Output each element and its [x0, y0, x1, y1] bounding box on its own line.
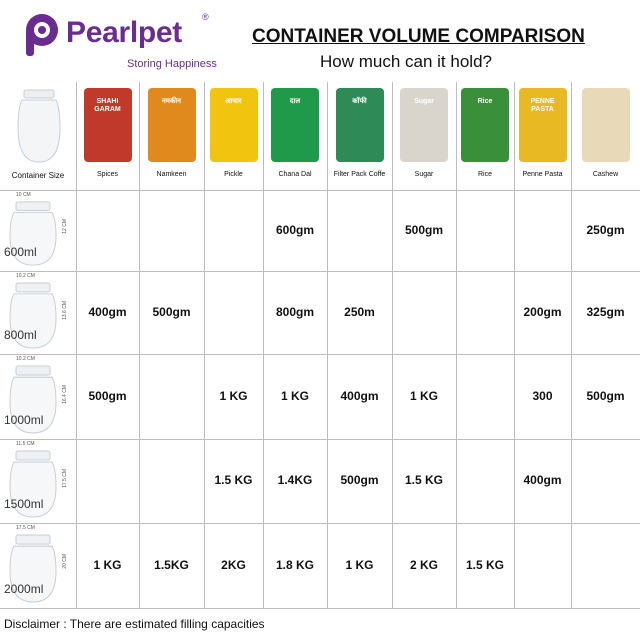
corner-cell: [0, 82, 76, 190]
capacity-value: 1 KG: [219, 388, 248, 403]
capacity-value: 600gm: [275, 222, 315, 237]
registered-mark: ®: [202, 12, 209, 22]
capacity-value: 250gm: [586, 222, 625, 237]
grid-horizontal-line: [0, 439, 640, 440]
header: [0, 0, 640, 82]
container-size-label: 800ml: [4, 328, 37, 342]
capacity-value: 1 KG: [345, 557, 374, 572]
product-pack-image: [210, 88, 258, 162]
corner-label: Container Size: [11, 171, 65, 180]
product-pack-text: नमकीन: [161, 98, 182, 105]
container-size-label: 600ml: [4, 245, 37, 259]
product-label: Filter Pack Coffe: [333, 171, 386, 178]
capacity-value: 500gm: [404, 222, 444, 237]
product-label: Pickle: [224, 171, 243, 178]
capacity-value: 300: [532, 388, 553, 403]
jar-height-dimension: 13.6 CM: [62, 301, 68, 320]
product-label: Namkeen: [156, 171, 187, 178]
capacity-value: 400gm: [340, 388, 379, 403]
capacity-value: 500gm: [586, 388, 625, 403]
capacity-value: 500gm: [88, 388, 127, 403]
container-size-label: 1500ml: [4, 497, 44, 511]
product-pack-image: [582, 88, 630, 162]
container-size-label: 1000ml: [4, 413, 44, 427]
product-pack-text: Sugar: [414, 98, 434, 105]
capacity-value: 1 KG: [93, 557, 122, 572]
jar-width-dimension: 10.2 CM: [16, 356, 35, 362]
product-pack-text: आचार: [225, 98, 242, 105]
jar-height-dimension: 12 CM: [62, 219, 68, 234]
product-pack-image: [84, 88, 132, 162]
jar-height-dimension: 17.5 CM: [62, 469, 68, 488]
product-label: Rice: [477, 171, 492, 178]
product-header-1: [76, 82, 139, 190]
product-label: Chana Dal: [278, 171, 312, 178]
capacity-value: 400gm: [523, 473, 562, 487]
pearlpet-logo: [22, 12, 217, 72]
size-cell-1500ml: [0, 439, 76, 523]
grid-horizontal-line: [0, 608, 640, 609]
product-pack-text: दाल: [289, 98, 301, 105]
product-header-5: [327, 82, 392, 190]
capacity-value: 1.8 KG: [275, 557, 314, 572]
product-label: Cashew: [592, 171, 619, 178]
container-size-label: 2000ml: [4, 582, 44, 596]
page-title: CONTAINER VOLUME COMPARISON: [252, 26, 585, 47]
jar-width-dimension: 10.2 CM: [16, 273, 35, 279]
capacity-value: 1.4KG: [277, 473, 313, 487]
product-pack-text: Rice: [477, 98, 493, 105]
jar-width-dimension: 17.5 CM: [16, 525, 35, 531]
product-header-9: [571, 82, 640, 190]
brand-tagline: Storing Happiness: [127, 58, 217, 70]
capacity-value: 1.5 KG: [404, 473, 443, 487]
capacity-value: 250m: [344, 304, 375, 319]
product-pack-text: कॉफी: [352, 98, 367, 105]
jar-height-dimension: 20 CM: [62, 554, 68, 569]
capacity-value: 800gm: [275, 304, 315, 319]
grid-horizontal-line: [0, 523, 640, 524]
capacity-value: 2 KG: [409, 557, 438, 572]
product-header-6: [392, 82, 456, 190]
product-header-7: [456, 82, 514, 190]
size-cell-2000ml: [0, 523, 76, 608]
product-pack-image: [519, 88, 567, 162]
capacity-value: 325gm: [586, 304, 625, 319]
jar-height-dimension: 16.4 CM: [62, 385, 68, 404]
container-jar-icon: [14, 88, 64, 166]
product-header-8: [514, 82, 571, 190]
size-cell-1000ml: [0, 354, 76, 439]
product-label: Penne Pasta: [522, 171, 563, 178]
capacity-value: 400gm: [88, 304, 127, 319]
page-subtitle: How much can it hold?: [320, 52, 492, 71]
size-cell-600ml: [0, 190, 76, 271]
capacity-value: 1.5 KG: [214, 473, 253, 487]
capacity-value: 1 KG: [280, 388, 309, 403]
product-pack-text: SHAHI GARAM: [94, 98, 121, 113]
product-pack-text: PENNE PASTA: [530, 98, 555, 113]
jar-width-dimension: 10 CM: [16, 192, 31, 198]
product-pack-image: [148, 88, 196, 162]
capacity-value: 1.5KG: [154, 557, 189, 572]
capacity-value: 200gm: [523, 304, 562, 319]
comparison-table: [0, 82, 640, 608]
grid-horizontal-line: [0, 271, 640, 272]
grid-horizontal-line: [0, 190, 640, 191]
capacity-value: 2KG: [221, 557, 246, 572]
product-pack-image: [336, 88, 384, 162]
pearlpet-logo-icon: [22, 12, 62, 58]
size-cell-800ml: [0, 271, 76, 354]
disclaimer: Disclaimer : There are estimated filling capacities: [4, 617, 265, 631]
brand-name: Pearlpet: [66, 16, 182, 49]
product-header-3: [204, 82, 263, 190]
capacity-value: 500gm: [340, 473, 379, 487]
product-pack-image: [400, 88, 448, 162]
jar-width-dimension: 11.5 CM: [16, 441, 35, 447]
product-label: Spices: [96, 171, 118, 178]
capacity-value: 500gm: [152, 304, 191, 319]
product-header-2: [139, 82, 204, 190]
product-pack-image: [461, 88, 509, 162]
grid-horizontal-line: [0, 354, 640, 355]
capacity-value: 1.5 KG: [465, 557, 504, 572]
product-header-4: [263, 82, 327, 190]
product-pack-image: [271, 88, 319, 162]
capacity-value: 1 KG: [409, 388, 438, 403]
product-label: Sugar: [414, 171, 434, 178]
